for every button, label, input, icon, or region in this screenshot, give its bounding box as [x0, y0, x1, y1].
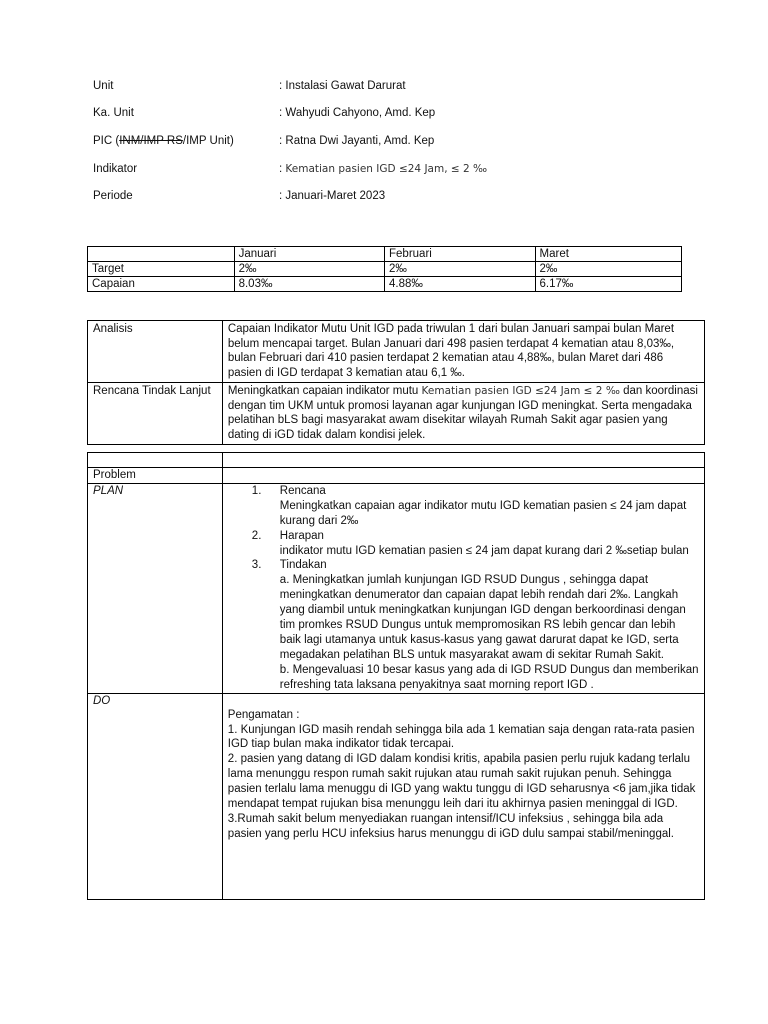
do-point: 2. pasien yang datang di IGD dalam kondisi kritis, apabila pasien perlu rujuk kadang terlalu lama menunggu respon rumah sakit rujukan atau rumah sakit rujukan penuh. Sehingga pasien terlalu lama menuggu di IGD yang waktu tunggu di IGD seharusnya <6 jam,jika tidak mendapat tempat rujukan bisa menunggu leih dari itu akhirnya pasien meninggal di IGD.: [227, 753, 696, 811]
plan-item-number: 3.: [251, 559, 262, 572]
plan-list: [228, 484, 699, 693]
header-cell: Januari: [234, 247, 384, 262]
table-row: [88, 277, 682, 292]
table-cell: 2‰: [535, 262, 681, 277]
plan-item: [252, 558, 699, 692]
header-info: [93, 72, 693, 210]
indikator-value-wrap: [279, 163, 693, 175]
pic-label: [93, 135, 279, 147]
analisis-row: [88, 321, 705, 383]
do-row: [88, 693, 705, 899]
plan-item-text: a. Meningkatkan jumlah kunjungan IGD RSUD Dungus , sehingga dapat meningkatkan denumerator dan capaian dapat lebih rendah dari 2‰. Langkah yang diambil untuk meningkatkan kunjungan IGD dengan berkoordinasi dengan tim promkes RSUD Dungus untuk mempromosikan RS lebih gencar dan lebih baik lagi utamanya untuk kasus-kasus yang gawat darurat dapat ke IGD, serta megadakan pelatihan BLS untuk masyarakat awam di sekitar Rumah Sakit.: [279, 574, 686, 661]
plan-item-number: 2.: [251, 529, 262, 542]
do-point: 1. Kunjungan IGD masih rendah sehingga bila ada 1 kematian saja dengan rata-rata pasien IGD tiap bulan maka indikator tidak tercapai.: [227, 723, 695, 751]
spacer-cell: [222, 453, 704, 468]
plan-item-text: indikator mutu IGD kematian pasien ≤ 24 jam dapat kurang dari 2 ‰setiap bulan: [279, 544, 689, 557]
rtl-text-indicator: Kematian pasien IGD ≤24 Jam ≤ 2 ‰: [421, 384, 620, 397]
unit-row: [93, 72, 693, 100]
rtl-text-c: dan koordinasi dengan tim UKM untuk promosi layanan agar kunjungan IGD meningkat. Serta mengadaka pelatihan bLS bagi masyarakat awam disekitar wilayah Rumah Sakit agar pasien yang dating di iGD tidak dalam kondisi jelek.: [227, 384, 698, 441]
do-label: DO: [88, 693, 223, 899]
plan-item-body: [280, 558, 699, 692]
plan-item-title: Tindakan: [279, 559, 327, 572]
problem-text: [222, 468, 704, 484]
pic-value: : Ratna Dwi Jayanti, Amd. Kep: [279, 134, 435, 147]
periode-label: Periode: [93, 190, 133, 203]
analisis-label: Analisis: [88, 321, 223, 383]
table-row: [88, 262, 682, 277]
plan-content: [222, 483, 704, 693]
do-content: [222, 693, 704, 899]
pic-label-struck: INM/IMP RS: [119, 134, 183, 147]
kaunit-row: [93, 100, 693, 128]
table-cell: 4.88‰: [385, 277, 536, 292]
indikator-row: [93, 155, 693, 183]
unit-label: Unit: [93, 79, 114, 92]
table-cell: 2‰: [385, 262, 536, 277]
rtl-text-a: Meningkatkan capaian indikator mutu: [227, 384, 422, 397]
plan-item: [252, 484, 699, 529]
periode-row: [93, 182, 693, 210]
header-cell: [88, 247, 235, 262]
pic-label-prefix: PIC (: [93, 134, 120, 147]
spacer-row: [88, 453, 705, 468]
pdca-table: [87, 452, 705, 900]
table-cell: 6.17‰: [535, 277, 681, 292]
table-header-row: [88, 247, 682, 262]
analysis-table: [87, 320, 705, 445]
header-cell: Februari: [385, 247, 536, 262]
indikator-value: Kematian pasien IGD ≤24 Jam, ≤ 2 ‰: [285, 162, 488, 175]
do-spacer: [228, 694, 699, 708]
plan-label: PLAN: [88, 483, 223, 693]
header-cell: Maret: [535, 247, 681, 262]
unit-value: : Instalasi Gawat Darurat: [279, 79, 406, 92]
analisis-text: Capaian Indikator Mutu Unit IGD pada triwulan 1 dari bulan Januari sampai bulan Maret belum mencapai target. Bulan Januari dari 498 pasien terdapat 4 kematian atau 8,03‰, bulan Februari dari 410 pasien terdapat 2 kematian atau 4,88‰, bulan Maret dari 486 pasien di IGD terdapat 3 kematian atau 6,1 ‰.: [222, 321, 704, 383]
indikator-colon: :: [279, 162, 283, 175]
do-heading: Pengamatan :: [227, 708, 300, 721]
plan-item-body: [280, 484, 699, 529]
table-cell: 2‰: [234, 262, 384, 277]
monthly-table: [87, 246, 682, 292]
plan-item-title: Harapan: [279, 529, 324, 542]
rtl-label: Rencana Tindak Lanjut: [88, 382, 223, 444]
problem-label: Problem: [88, 468, 223, 484]
kaunit-value: : Wahyudi Cahyono, Amd. Kep: [279, 107, 436, 120]
plan-item: [252, 529, 699, 559]
table-cell: Capaian: [88, 277, 235, 292]
kaunit-label: Ka. Unit: [93, 107, 134, 120]
plan-item-text: Meningkatkan capaian agar indikator mutu IGD kematian pasien ≤ 24 jam dapat kurang dari 2‰: [279, 499, 687, 527]
plan-item-number: 1.: [251, 484, 262, 497]
pic-label-suffix: /IMP Unit): [182, 134, 234, 147]
rtl-text: [222, 382, 704, 444]
plan-row: [88, 483, 705, 693]
problem-row: [88, 468, 705, 484]
rtl-row: [88, 382, 705, 444]
table-cell: 8.03‰: [234, 277, 384, 292]
spacer-cell: [88, 453, 223, 468]
periode-value: : Januari-Maret 2023: [279, 190, 386, 203]
do-point: 3.Rumah sakit belum menyediakan ruangan intensif/ICU infeksius , sehingga bila ada pasien yang perlu HCU infeksius harus menunggu di iGD dulu sampai stabil/meninggal.: [227, 812, 674, 840]
plan-item-title: Rencana: [279, 484, 326, 497]
indikator-label: Indikator: [93, 162, 138, 175]
plan-item-text-b: b. Mengevaluasi 10 besar kasus yang ada di IGD RSUD Dungus dan memberikan refreshing tata laksana penyakitnya saat morning report IGD .: [279, 663, 699, 691]
plan-item-body: [280, 529, 699, 559]
table-cell: Target: [88, 262, 235, 277]
pic-row: [93, 127, 693, 155]
